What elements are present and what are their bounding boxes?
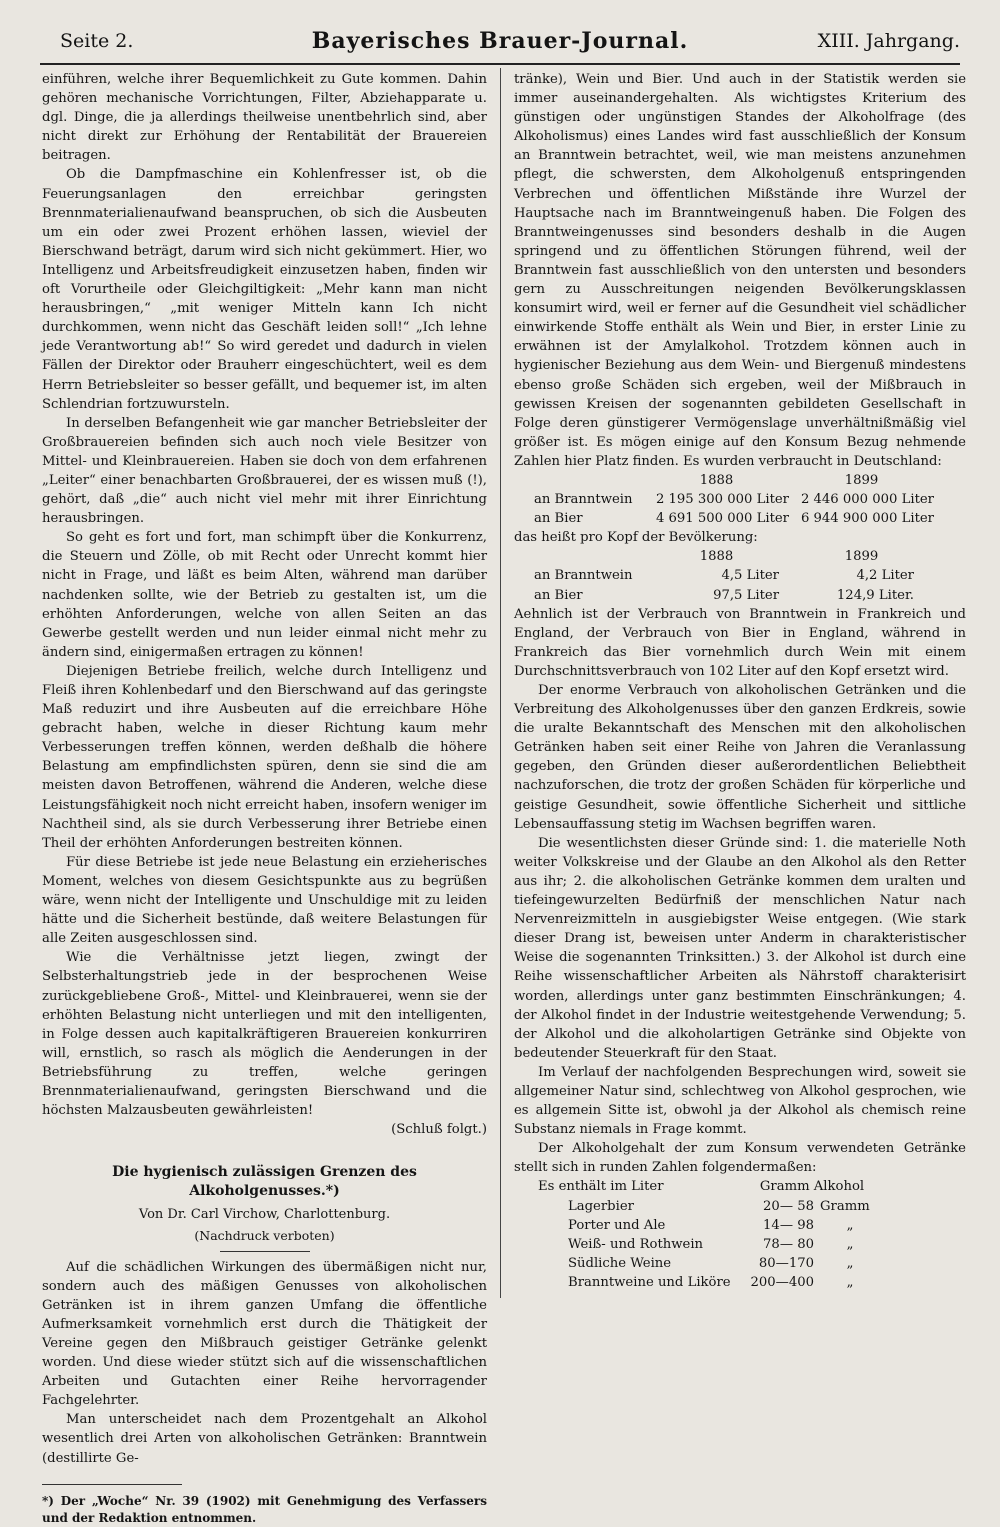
unit: „ [846,1236,854,1252]
page-header [40,22,960,56]
alcohol-range: 80—170 [758,1255,814,1271]
continued-note: (Schluß folgt.) [391,1122,487,1138]
row-label: an Branntwein [534,492,633,508]
left-column [42,70,487,1525]
footnote-rule [42,1484,182,1485]
cell-value: 4,5 Liter [721,568,779,584]
table-row [514,509,934,528]
header-left: Es enthält im Liter [538,1179,664,1195]
cell-value: 2 195 300 000 Liter [655,492,789,508]
cell-value: 124,9 Liter. [836,587,914,603]
cell-value: 4 691 500 000 Liter [655,511,789,527]
paragraph: tränke), Wein und Bier. Und auch in der Statistik werden sie immer auseinandergehalten. Als wichtigstes Kriterium des günstigen oder ungünstigen Standes der Alkoholfrage (des Alkoholismus) eines Landes wird fast ausschließlich der Konsum an Branntwein betrachtet, weil, wie man meistens anzunehmen pflegt, die schwersten, dem Alkoholgenuß entspringenden Verbrechen und öffentlichen Mißstände ihre Wurzel der Hauptsache nach im Branntweingenuß haben. Die Folgen des Branntweingenusses sind besonders deshalb in die Augen springend und zu öffentlichen Störungen führend, weil der Branntwein fast ausschließlich von den untersten und besonders gern zu Ausschreitungen neigenden Bevölkerungsklassen konsumirt wird, weil er ferner auf die Gesundheit viel schädlicher einwirkende Stoffe enthält als Wein und Bier, in erster Linie zu erwähnen ist der Amylalkohol. Trotzdem können auch in hygienischer Beziehung aus dem Wein- und Biergenuß mindestens ebenso große Schäden sich ergeben, weil der Mißbrauch in gewissen Kreisen der sogenannten gebildeten Gesellschaft in Folge deren günstigerer Vermögenslage unverhältnißmäßig viel größer ist. Es mögen einige auf den Konsum Bezug nehmende Zahlen hier Platz finden. Es wurden verbraucht in Deutschland: [514,72,966,469]
right-column [514,70,966,1340]
year-1899: 1899 [844,549,879,565]
drink-name: Porter und Ale [568,1217,666,1233]
header-right: Gramm Alkohol [759,1179,865,1195]
cell-value: 6 944 900 000 Liter [800,511,934,527]
paragraph: In derselben Befangenheit wie gar mancher Betriebsleiter der Großbrauereien befinden sich auch noch viele Besitzer von Mittel- und Kleinbrauereien. Haben sie doch von dem erfahrenen „Leiter“ einer benachbarten Großbrauerei, der es wissen muß (!), gehört, daß „die“ auch nicht viel mehr mit ihrer Einrichtung herausbringen. [42,415,487,527]
unit: „ [846,1274,854,1290]
table-row [538,1273,886,1292]
article-reprint-note: (Nachdruck verboten) [194,1227,335,1243]
paragraph: Auf die schädlichen Wirkungen des übermäßigen nicht nur, sondern auch des mäßigen Genusses von alkoholischen Getränken ist in ihrem ganzen Umfang die öffentliche Aufmerksamkeit vornehmlich erst durch die Thätigkeit der Vereine gegen den Mißbrauch geistiger Getränke gelenkt worden. Und diese wieder stützt sich auf die wissenschaftlichen Arbeiten und Gutachten einer Reihe hervorragender Fachgelehrter. [42,1259,487,1409]
year-1888: 1888 [699,549,734,565]
paragraph: Für diese Betriebe ist jede neue Belastung ein erzieherisches Moment, welches von diesem Gesichtspunkte aus zu begrüßen wäre, wenn nicht der Intelligente und Unschuldige mit zu leiden hätte und die Sicherheit bestünde, daß weitere Belastungen für alle Zeiten ausgeschlossen sind. [42,854,487,947]
header-rule [40,63,960,65]
journal-title: Bayerisches Brauer-Journal. [311,28,689,54]
paragraph: Der Alkoholgehalt der zum Konsum verwendeten Getränke stellt sich in runden Zahlen folgendermaßen: [514,1141,966,1176]
table-row [538,1235,886,1254]
table-row [538,1216,886,1235]
article-heading [42,1163,487,1251]
footnote: *) Der „Woche“ Nr. 39 (1902) mit Genehmigung des Verfassers und der Redaktion entnommen. [42,1493,487,1525]
year-1899: 1899 [844,472,879,488]
drink-name: Branntweine und Liköre [568,1274,731,1290]
row-label: an Bier [534,587,583,603]
column-divider [500,68,501,1298]
alcohol-range: 20— 58 [763,1198,814,1214]
drink-name: Weiß- und Rothwein [568,1236,704,1252]
alcohol-range: 200—400 [750,1274,814,1290]
table-row [514,490,934,509]
alcohol-range: 14— 98 [763,1217,814,1233]
alcohol-content-table [538,1177,886,1292]
drink-name: Lagerbier [568,1198,634,1214]
table-header-row [514,547,934,566]
table-row [514,586,934,605]
article-author: Von Dr. Carl Virchow, Charlottenburg. [138,1207,391,1223]
paragraph: Der enorme Verbrauch von alkoholischen Getränken und die Verbreitung des Alkoholgenusses über den ganzen Erdkreis, sowie die uralte Bekanntschaft des Menschen mit den alkoholischen Getränken haben seit einer Reihe von Jahren die Veranlassung gegeben, den Gründen dieser außerordentlichen Beliebtheit nachzuforschen, die trotz der großen Schäden für körperliche und geistige Gesundheit, sowie öffentliche Sicherheit und sittliche Lebensauffassung stetig im Wachsen begriffen waren. [514,683,966,832]
table-header-row [538,1177,886,1196]
table-row [514,566,934,585]
paragraph: einführen, welche ihrer Bequemlichkeit zu Gute kommen. Dahin gehören mechanische Vorrichtungen, Filter, Abziehapparate u. dgl. Dinge, die ja allerdings theilweise unentbehrlich sind, aber nicht direkt zur Erhöhung der Rentabilität der Brauereien beitragen. [42,72,487,164]
unit: „ [846,1217,854,1233]
paragraph: Aehnlich ist der Verbrauch von Branntwein in Frankreich und England, der Verbrauch von Bier in England, während in Frankreich das Bier vornehmlich durch Wein mit einem Durchschnittsverbrauch von 102 Liter auf den Kopf ersetzt wird. [514,606,966,679]
table-header-row [514,471,934,490]
per-head-table [514,547,934,604]
title-rule [220,1251,310,1252]
table-row [538,1254,886,1273]
unit: „ [846,1255,854,1271]
paragraph: Wie die Verhältnisse jetzt liegen, zwingt der Selbsterhaltungstrieb jede in der besprochenen Weise zurückgebliebene Groß-, Mittel- und Kleinbrauerei, wenn sie der erhöhten Belastung nicht unterliegen und mit den intelligenten, in Folge dessen auch kapitalkräftigeren Brauereien konkurriren will, ernstlich, so rasch als möglich die Aenderungen in der Betriebsführung zu treffen, welche geringen Brennmaterialienaufwand, geringsten Bierschwand und die höchsten Malzausbeuten gewährleisten! [42,950,487,1119]
table-caption: das heißt pro Kopf der Bevölkerung: [514,530,758,546]
paragraph: Die wesentlichsten dieser Gründe sind: 1. die materielle Noth weiter Volkskreise und der Glaube an den Alkohol als den Retter aus ihr; 2. die alkoholischen Getränke kommen dem uralten und tiefeingewurzelten Bedürfniß der menschlichen Natur nach Nervenreizmitteln in ausgiebigster Weise entgegen. (Wie stark dieser Drang ist, beweisen unter Anderm in charakteristischer Weise die sogenannten Trinksitten.) 3. der Alkohol ist durch eine Reihe wissenschaftlicher Arbeiten als Nährstoff charakterisirt worden, allerdings unter ganz bestimmten Einschränkungen; 4. der Alkohol findet in der Industrie weitestgehende Verwendung; 5. der Alkohol und die alkoholartigen Getränke sind Objekte von bedeutender Steuerkraft für den Staat. [514,835,966,1061]
paragraph: Diejenigen Betriebe freilich, welche durch Intelligenz und Fleiß ihren Kohlenbedarf und den Bierschwand auf das geringste Maß reduzirt und ihre Ausbeuten auf die erreichbare Höhe gebracht haben, welche in dieser Richtung kaum mehr Verbesserungen treffen können, werden deßhalb die höhere Belastung am empfindlichsten spüren, denn sie sind die am meisten davon Betroffenen, während die Anderen, welche diese Leistungsfähigkeit noch nicht erreicht haben, insofern weniger im Nachtheil sind, als sie durch Verbesserung ihrer Betriebe einen Theil der erhöhten Anforderungen bestreiten können. [42,663,487,851]
cell-value: 97,5 Liter [713,587,779,603]
volume-label: XIII. Jahrgang. [817,30,960,52]
paragraph: So geht es fort und fort, man schimpft über die Konkurrenz, die Steuern und Zölle, ob mit Recht oder Unrecht kommt hier nicht in Frage, und läßt es beim Alten, während man darüber nachdenken sollte, wie der Betrieb zu gestalten ist, um die erhöhten Anforderungen, welche von allen Seiten an das Gewerbe gestellt werden und nun leider einmal nicht mehr zu ändern sind, einigermaßen ertragen zu können! [42,530,487,660]
table-row [538,1197,886,1216]
paragraph: Man unterscheidet nach dem Prozentgehalt an Alkohol wesentlich drei Arten von alkoholischen Getränken: Branntwein (destillirte Ge- [42,1412,487,1466]
alcohol-range: 78— 80 [763,1236,814,1252]
paragraph: Ob die Dampfmaschine ein Kohlenfresser ist, ob die Feuerungsanlagen den erreichbar geringsten Brennmaterialienaufwand beanspruchen, ob sich die Ausbeuten um ein oder zwei Prozent erhöhen lassen, wieviel der Bierschwand beträgt, darum wird sich nicht gekümmert. Hier, wo Intelligenz und Arbeitsfreudigkeit einzusetzen haben, finden wir oft Vorurtheile oder Gleichgiltigkeit: „Mehr kann man nicht herausbringen,“ „mit weniger Mitteln kann Ich nicht durchkommen, wenn nicht das Geschäft leiden soll!“ „Ich lehne jede Verantwortung ab!“ So wird geredet und dadurch in vielen Fällen der Direktor oder Brauherr eingeschüchtert, weil es dem Herrn Betriebsleiter so besser gefällt, und bequemer ist, im alten Schlendrian fortzuwursteln. [42,167,487,412]
row-label: an Branntwein [534,568,633,584]
year-1888: 1888 [699,472,734,488]
unit: Gramm [820,1198,870,1214]
consumption-table [514,471,934,528]
cell-value: 2 446 000 000 Liter [800,492,934,508]
page-number: Seite 2. [60,30,134,52]
row-label: an Bier [534,511,583,527]
cell-value: 4,2 Liter [856,568,914,584]
drink-name: Südliche Weine [568,1255,672,1271]
paragraph: Im Verlauf der nachfolgenden Besprechungen wird, soweit sie allgemeiner Natur sind, schlechtweg von Alkohol gesprochen, wie es allgemein Sitte ist, obwohl ja der Alkohol als chemisch reine Substanz niemals in Frage kommt. [514,1064,966,1138]
article-title: Die hygienisch zulässigen Grenzen des Alkoholgenusses.*) [112,1164,417,1200]
